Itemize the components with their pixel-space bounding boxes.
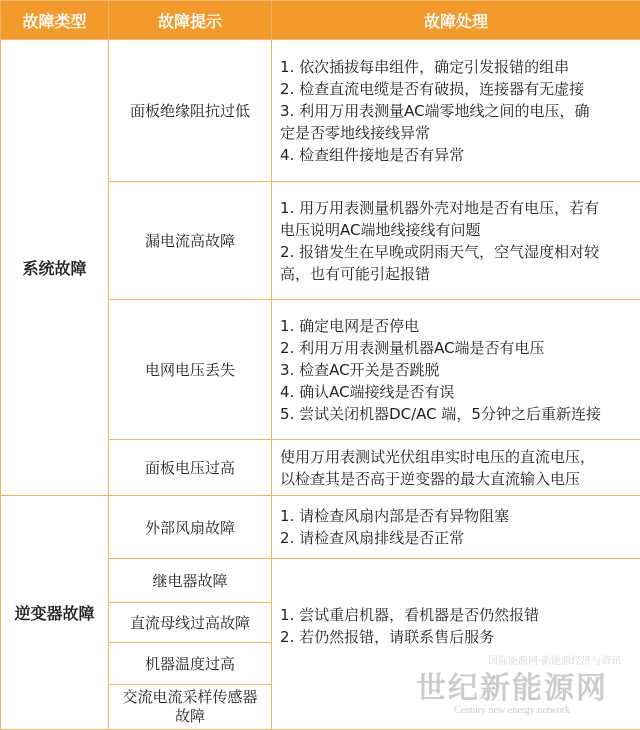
watermark-sub: Century new energy network <box>392 705 632 716</box>
handling-line: 2. 利用万用表测量机器AC端是否有电压 <box>280 337 630 359</box>
handling-line: 5. 尝试关闭机器DC/AC 端，5分钟之后重新连接 <box>280 403 630 425</box>
watermark-main: 世纪新能源网 <box>392 663 632 707</box>
fault-handling <box>272 40 640 182</box>
fault-handling <box>272 300 640 440</box>
fault-handling <box>272 496 640 559</box>
fault-handling-shared <box>272 559 640 730</box>
fault-hint-line: 故障 <box>109 707 271 726</box>
table-header-row <box>1 1 640 40</box>
fault-hint: 面板绝缘阻抗过低 <box>109 40 272 182</box>
handling-line: 3. 检查AC开关是否跳脱 <box>280 359 630 381</box>
handling-line: 使用万用表测试光伏组串实时电压的直流电压， <box>280 446 630 468</box>
table-row <box>1 496 640 559</box>
fault-handling <box>272 440 640 496</box>
fault-hint: 漏电流高故障 <box>109 182 272 300</box>
header-fault-handling: 故障处理 <box>272 1 640 40</box>
header-fault-type: 故障类型 <box>1 1 109 40</box>
handling-line: 以检查其是否高于逆变器的最大直流输入电压 <box>280 468 630 490</box>
fault-hint: 继电器故障 <box>109 559 272 603</box>
handling-line: 1. 确定电网是否停电 <box>280 315 630 337</box>
handling-line: 1. 用万用表测量机器外壳对地是否有电压，若有 <box>280 197 630 219</box>
handling-line: 1. 尝试重启机器，看机器是否仍然报错 <box>280 604 630 626</box>
handling-line: 4. 确认AC端接线是否有误 <box>280 381 630 403</box>
handling-line: 3. 利用万用表测量AC端零地线之间的电压，确 <box>280 100 630 122</box>
fault-hint: 电网电压丢失 <box>109 300 272 440</box>
fault-hint: 机器温度过高 <box>109 643 272 685</box>
fault-hint: 直流母线过高故障 <box>109 603 272 643</box>
header-fault-hint: 故障提示 <box>109 1 272 40</box>
fault-type-system: 系统故障 <box>1 40 109 496</box>
fault-hint: 外部风扇故障 <box>109 496 272 559</box>
fault-hint <box>109 685 272 730</box>
table-row <box>1 40 640 182</box>
fault-handling <box>272 182 640 300</box>
fault-hint-line: 交流电流采样传感器 <box>109 688 271 707</box>
handling-line: 1. 依次插拔每串组件，确定引发报错的组串 <box>280 56 630 78</box>
fault-type-inverter: 逆变器故障 <box>1 496 109 730</box>
handling-line: 4. 检查组件接地是否有异常 <box>280 144 630 166</box>
handling-line: 2. 若仍然报错，请联系售后服务 <box>280 626 630 648</box>
handling-line: 2. 报错发生在早晚或阴雨天气，空气湿度相对较 <box>280 241 630 263</box>
handling-line: 高，也有可能引起报错 <box>280 263 630 285</box>
handling-line: 1. 请检查风扇内部是否有异物阻塞 <box>280 505 630 527</box>
fault-hint: 面板电压过高 <box>109 440 272 496</box>
handling-line: 定是否零地线接线异常 <box>280 122 630 144</box>
handling-line: 电压说明AC端地线接线有问题 <box>280 219 630 241</box>
watermark-caption: 国际能源网·新能源经济与资讯 <box>488 652 621 667</box>
handling-line: 2. 检查直流电缆是否有破损，连接器有无虚接 <box>280 78 630 100</box>
handling-line: 2. 请检查风扇排线是否正常 <box>280 527 630 549</box>
